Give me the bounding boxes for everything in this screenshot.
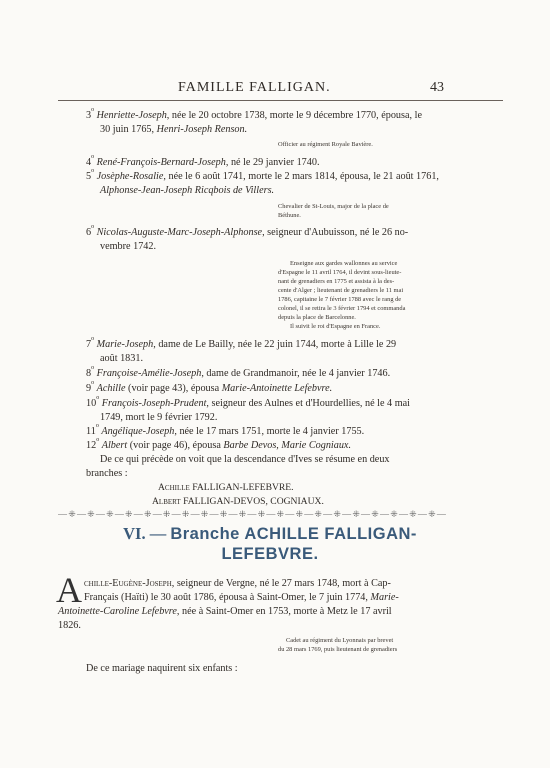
page-number: 43 bbox=[430, 80, 444, 95]
entry-8: 8$^o$ Françoise-Amélie-Joseph, dame de Grandmanoir, née le 4 janvier 1746. bbox=[86, 365, 391, 379]
drop-cap: A bbox=[56, 570, 82, 610]
footnote-entry-5-line2: Béthune. bbox=[278, 212, 301, 219]
footnote-entry-6-line5: 1786, capitaine le 7 février 1788 avec le rang de bbox=[278, 296, 402, 303]
entry-6-cont: vembre 1742. bbox=[100, 241, 157, 252]
footnote-entry-6-line7: depuis la place de Barcelonne. bbox=[278, 314, 356, 321]
summary-line1: De ce qui précède on voit que la descendance d'Ives se résume en deux bbox=[100, 454, 390, 465]
footnote-entry-6-line6: colonel, il se retira le 3 février 1794 et commanda bbox=[278, 305, 406, 312]
entry-5-spouse: Alphonse-Jean-Joseph Ricqbois de Villers. bbox=[100, 185, 275, 196]
footnote-entry-6-line3: nant de grenadiers en 1775 et assista à la des- bbox=[278, 278, 395, 285]
entry-3: 3$^o$ Henriette-Joseph, née le 20 octobre 1738, morte le 9 décembre 1770, épousa, le bbox=[86, 107, 422, 121]
footnote-achille-line2: du 28 mars 1769, puis lieutenant de grenadiers bbox=[278, 646, 398, 653]
achille-line2: Français (Haïti) le 30 août 1786, épousa à Saint-Omer, le 7 juin 1774, Marie- bbox=[84, 592, 399, 603]
entry-7-cont: août 1831. bbox=[100, 353, 144, 364]
achille-line3: Antoinette-Caroline Lefebvre, née à Saint-Omer en 1753, morte à Metz le 17 avril bbox=[58, 606, 392, 617]
branch-albert: Albert FALLIGAN-DEVOS, COGNIAUX. bbox=[152, 496, 324, 507]
closing-line: De ce mariage naquirent six enfants : bbox=[86, 663, 238, 674]
entry-6: 6$^o$ Nicolas-Auguste-Marc-Joseph-Alphonse, seigneur d'Aubuisson, né le 26 no- bbox=[86, 224, 409, 238]
footnote-entry-6-line1: Enseigne aux gardes wallonnes au service bbox=[290, 260, 398, 267]
footnote-entry-3: Officier au régiment Royale Bavière. bbox=[278, 141, 373, 148]
entry-12: 12$^o$ Albert (voir page 46), épousa Barbe Devos, Marie Cogniaux. bbox=[86, 437, 351, 451]
achille-line1: chille-Eugène-Joseph, seigneur de Vergne, né le 27 mars 1748, mort à Cap- bbox=[84, 578, 391, 589]
entry-10-cont: 1749, mort le 9 février 1792. bbox=[100, 412, 218, 423]
branch-achille: Achille FALLIGAN-LEFEBVRE. bbox=[158, 482, 294, 493]
entry-9: 9$^o$ Achille (voir page 43), épousa Marie-Antoinette Lefebvre. bbox=[86, 380, 333, 394]
summary-line2: branches : bbox=[86, 468, 128, 479]
entry-10: 10$^o$ François-Joseph-Prudent, seigneur des Aulnes et d'Hourdellies, né le 4 mai bbox=[86, 395, 410, 409]
achille-line4: 1826. bbox=[58, 620, 81, 631]
section-heading: VI. — Branche ACHILLE FALLIGAN- LEFEBVRE. bbox=[123, 524, 417, 563]
entry-3-cont: 30 juin 1765, Henri-Joseph Renson. bbox=[100, 124, 248, 135]
entry-11: 11$^o$ Angélique-Joseph, née le 17 mars 1751, morte le 4 janvier 1755. bbox=[86, 423, 365, 437]
entry-5: 5$^o$ Josèphe-Rosalie, née le 6 août 1741, morte le 2 mars 1814, épousa, le 21 août 1761, bbox=[86, 168, 439, 182]
footnote-entry-6-line4: cente d'Alger ; lieutenant de grenadiers le 11 mai bbox=[278, 287, 404, 294]
entry-7: 7$^o$ Marie-Joseph, dame de Le Bailly, née le 22 juin 1744, morte à Lille le 29 bbox=[86, 336, 397, 350]
footnote-entry-6-line8: Il suivit le roi d'Espagne en France. bbox=[290, 323, 381, 330]
entry-4: 4$^o$ René-François-Bernard-Joseph, né le 29 janvier 1740. bbox=[86, 154, 320, 168]
entry-name: Henriette-Joseph bbox=[96, 110, 167, 121]
running-header-title: FAMILLE FALLIGAN. bbox=[178, 80, 331, 95]
footnote-entry-5-line1: Chevalier de St-Louis, major de la place de bbox=[278, 203, 389, 210]
ornamental-separator: —⁜—⁜—⁜—⁜—⁜—⁜—⁜—⁜—⁜—⁜—⁜—⁜—⁜—⁜—⁜—⁜—⁜—⁜—⁜—⁜— bbox=[58, 509, 448, 519]
footnote-entry-6-line2: d'Espagne le 11 avril 1764, il devint sous-lieute- bbox=[278, 269, 402, 276]
footnote-achille-line1: Cadet au régiment du Lyonnais par brevet bbox=[286, 637, 394, 644]
